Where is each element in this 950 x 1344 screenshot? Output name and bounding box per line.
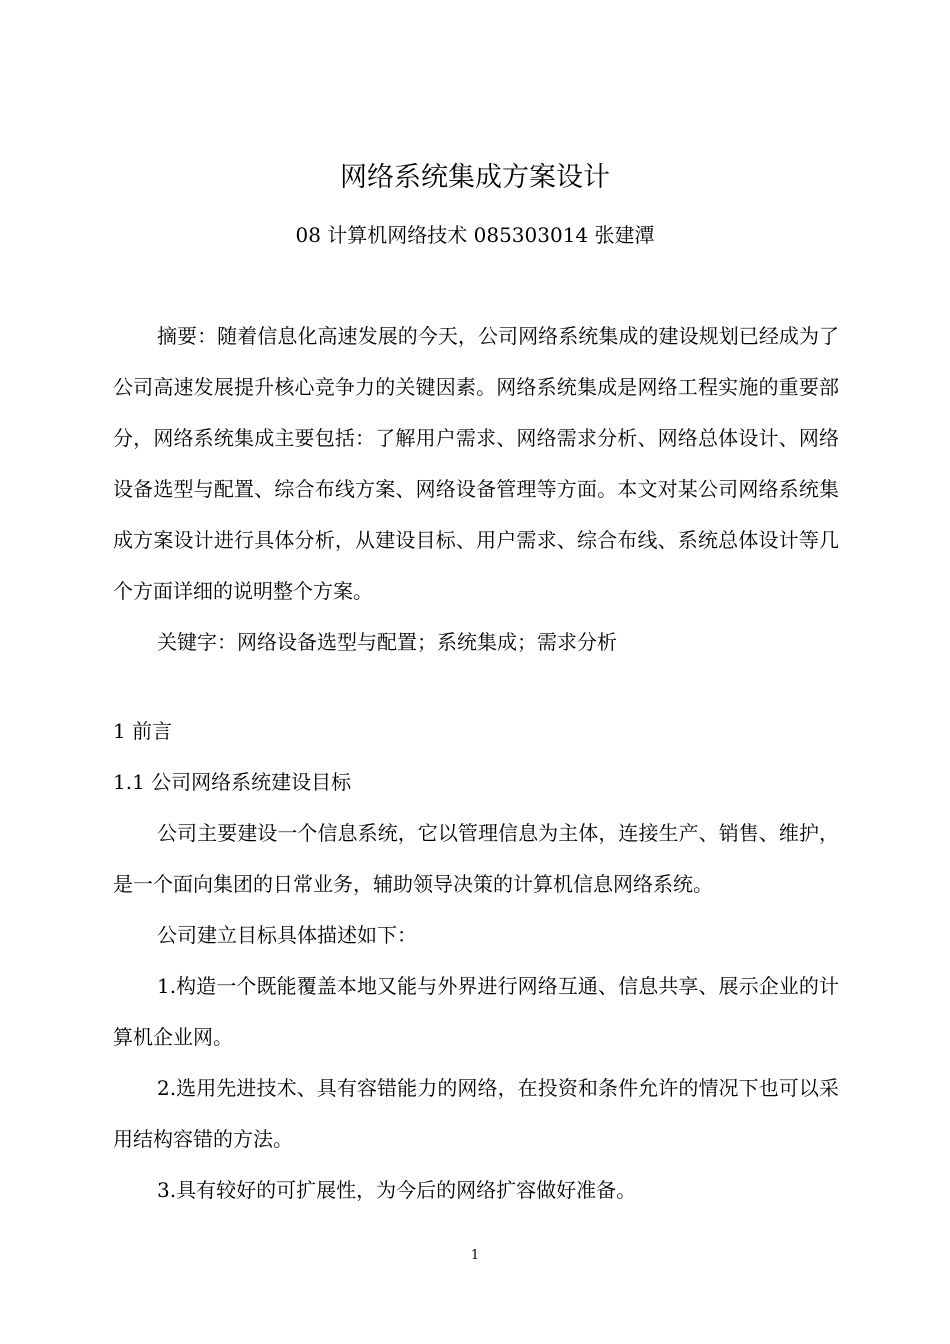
abstract-section: [113, 311, 839, 668]
list-paragraph: 3.具有较好的可扩展性，为今后的网络扩容做好准备。: [157, 1178, 637, 1202]
list-paragraph: 2.选用先进技术、具有容错能力的网络，在投资和条件允许的情况下也可以采用结构容错的方法。: [113, 1076, 839, 1151]
subsection-heading: 1.1 公司网络系统建设目标: [113, 770, 352, 794]
introduction-section: [113, 706, 839, 1216]
author-line: 08 计算机网络技术 085303014 张建潭: [295, 223, 655, 247]
body-paragraph: 公司建立目标具体描述如下：: [157, 923, 417, 947]
abstract-paragraph: 摘要：随着信息化高速发展的今天，公司网络系统集成的建设规划已经成为了公司高速发展提升核心竞争力的关键因素。网络系统集成是网络工程实施的重要部分，网络系统集成主要包括：了解用户需求、网络需求分析、网络总体设计、网络设备选型与配置、综合布线方案、网络设备管理等方面。本文对某公司网络系统集成方案设计进行具体分析，从建设目标、用户需求、综合布线、系统总体设计等几个方面详细的说明整个方案。: [113, 324, 839, 603]
page-number: 1: [470, 1248, 480, 1263]
keywords-paragraph: 关键字：网络设备选型与配置；系统集成；需求分析: [157, 630, 617, 654]
body-paragraph: 公司主要建设一个信息系统，它以管理信息为主体，连接生产、销售、维护，是一个面向集团的日常业务，辅助领导决策的计算机信息网络系统。: [113, 821, 839, 896]
list-paragraph: 1.构造一个既能覆盖本地又能与外界进行网络互通、信息共享、展示企业的计算机企业网。: [113, 974, 839, 1049]
section-heading: 1 前言: [113, 719, 173, 743]
document-title: 网络系统集成方案设计: [340, 162, 610, 193]
